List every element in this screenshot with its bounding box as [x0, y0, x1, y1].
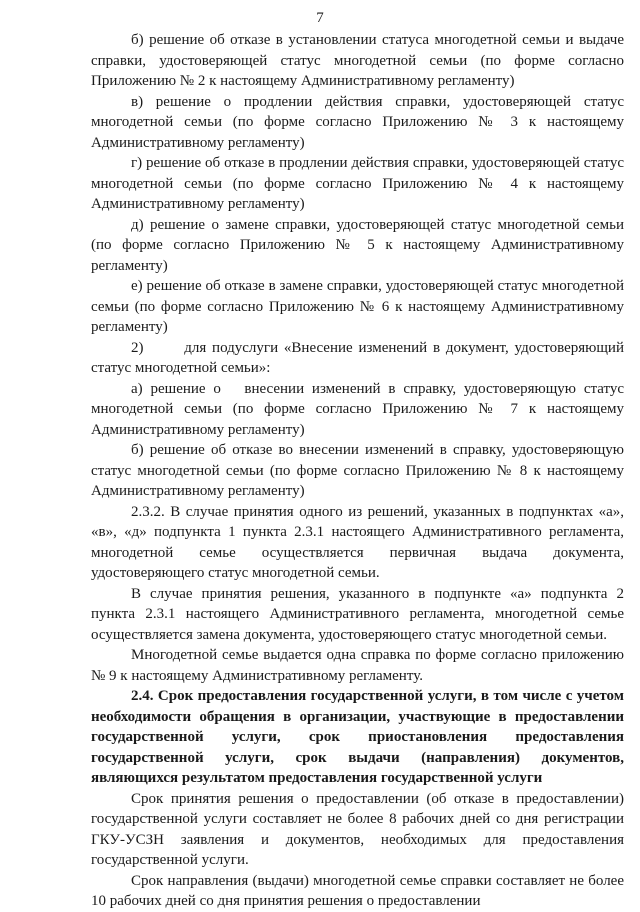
paragraph-item-d-replacement: д) решение о замене справки, удостоверяющей статус многодетной семьи (по форме согласно Приложению № 5 к настоящему Административному регламенту) [91, 216, 624, 274]
paragraph-decision-term: Срок принятия решения о предоставлении (об отказе в предоставлении) государственной услуги составляет не более 8 рабочих дней со дня регистрации ГКУ-УСЗН заявления и документов, необходимых для предоставления государственной услуги. [91, 790, 624, 868]
paragraph-item-a-changes: а) решение о внесении изменений в справку, удостоверяющую статус многодетной семьи (по форме согласно Приложению № 7 к настоящему Административному регламенту) [91, 380, 624, 438]
paragraph-2-3-2: 2.3.2. В случае принятия одного из решений, указанных в подпунктах «а», «в», «д» подпункта 1 пункта 2.3.1 настоящего Административного регламента, многодетной семье осуществляется первичная выдача документа, удостоверяющего статус многодетной семьи. [91, 503, 624, 581]
paragraph-subservice-2: 2) для подуслуги «Внесение изменений в документ, удостоверяющий статус многодетной семьи»: [91, 339, 624, 376]
paragraph-one-certificate: Многодетной семье выдается одна справка по форме согласно приложению № 9 к настоящему Административному регламенту. [91, 647, 624, 684]
section-heading-2-4: 2.4. Срок предоставления государственной услуги, в том числе с учетом необходимости обращения в организации, участвующие в предоставлении государственной услуги, срок приостановления предоставления государственной услуги, срок выдачи (направления) документов, являющихся результатом предоставления государственной услуги [91, 688, 624, 786]
paragraph-item-b-refusal-changes: б) решение об отказе во внесении изменений в справку, удостоверяющую статус многодетной семьи (по форме согласно Приложению № 8 к настоящему Административному регламенту) [91, 442, 624, 499]
paragraph-replacement-case: В случае принятия решения, указанного в подпункте «а» подпункта 2 пункта 2.3.1 настоящего Административного регламента, многодетной семье осуществляется замена документа, удостоверяющего статус многодетной семьи. [91, 585, 624, 643]
page-number: 7 [316, 10, 324, 26]
paragraph-item-b-refusal-status: б) решение об отказе в установлении статуса многодетной семьи и выдаче справки, удостоверяющей статус многодетной семьи (по форме согласно Приложению № 2 к настоящему Административному регламенту) [91, 32, 624, 89]
paragraph-item-v-extension: в) решение о продлении действия справки, удостоверяющей статус многодетной семьи (по форме согласно Приложению № 3 к настоящему Административному регламенту) [91, 93, 624, 151]
paragraph-item-e-refusal-replacement: е) решение об отказе в замене справки, удостоверяющей статус многодетной семьи (по форме согласно Приложению № 6 к настоящему Административному регламенту) [91, 278, 624, 335]
paragraph-item-g-refusal-extension: г) решение об отказе в продлении действия справки, удостоверяющей статус многодетной семьи (по форме согласно Приложению № 4 к настоящему Административному регламенту) [91, 155, 624, 212]
paragraph-issue-term: Срок направления (выдачи) многодетной семье справки составляет не более 10 рабочих дней со дня принятия решения о предоставлении [91, 872, 624, 909]
document-body [91, 30, 624, 912]
